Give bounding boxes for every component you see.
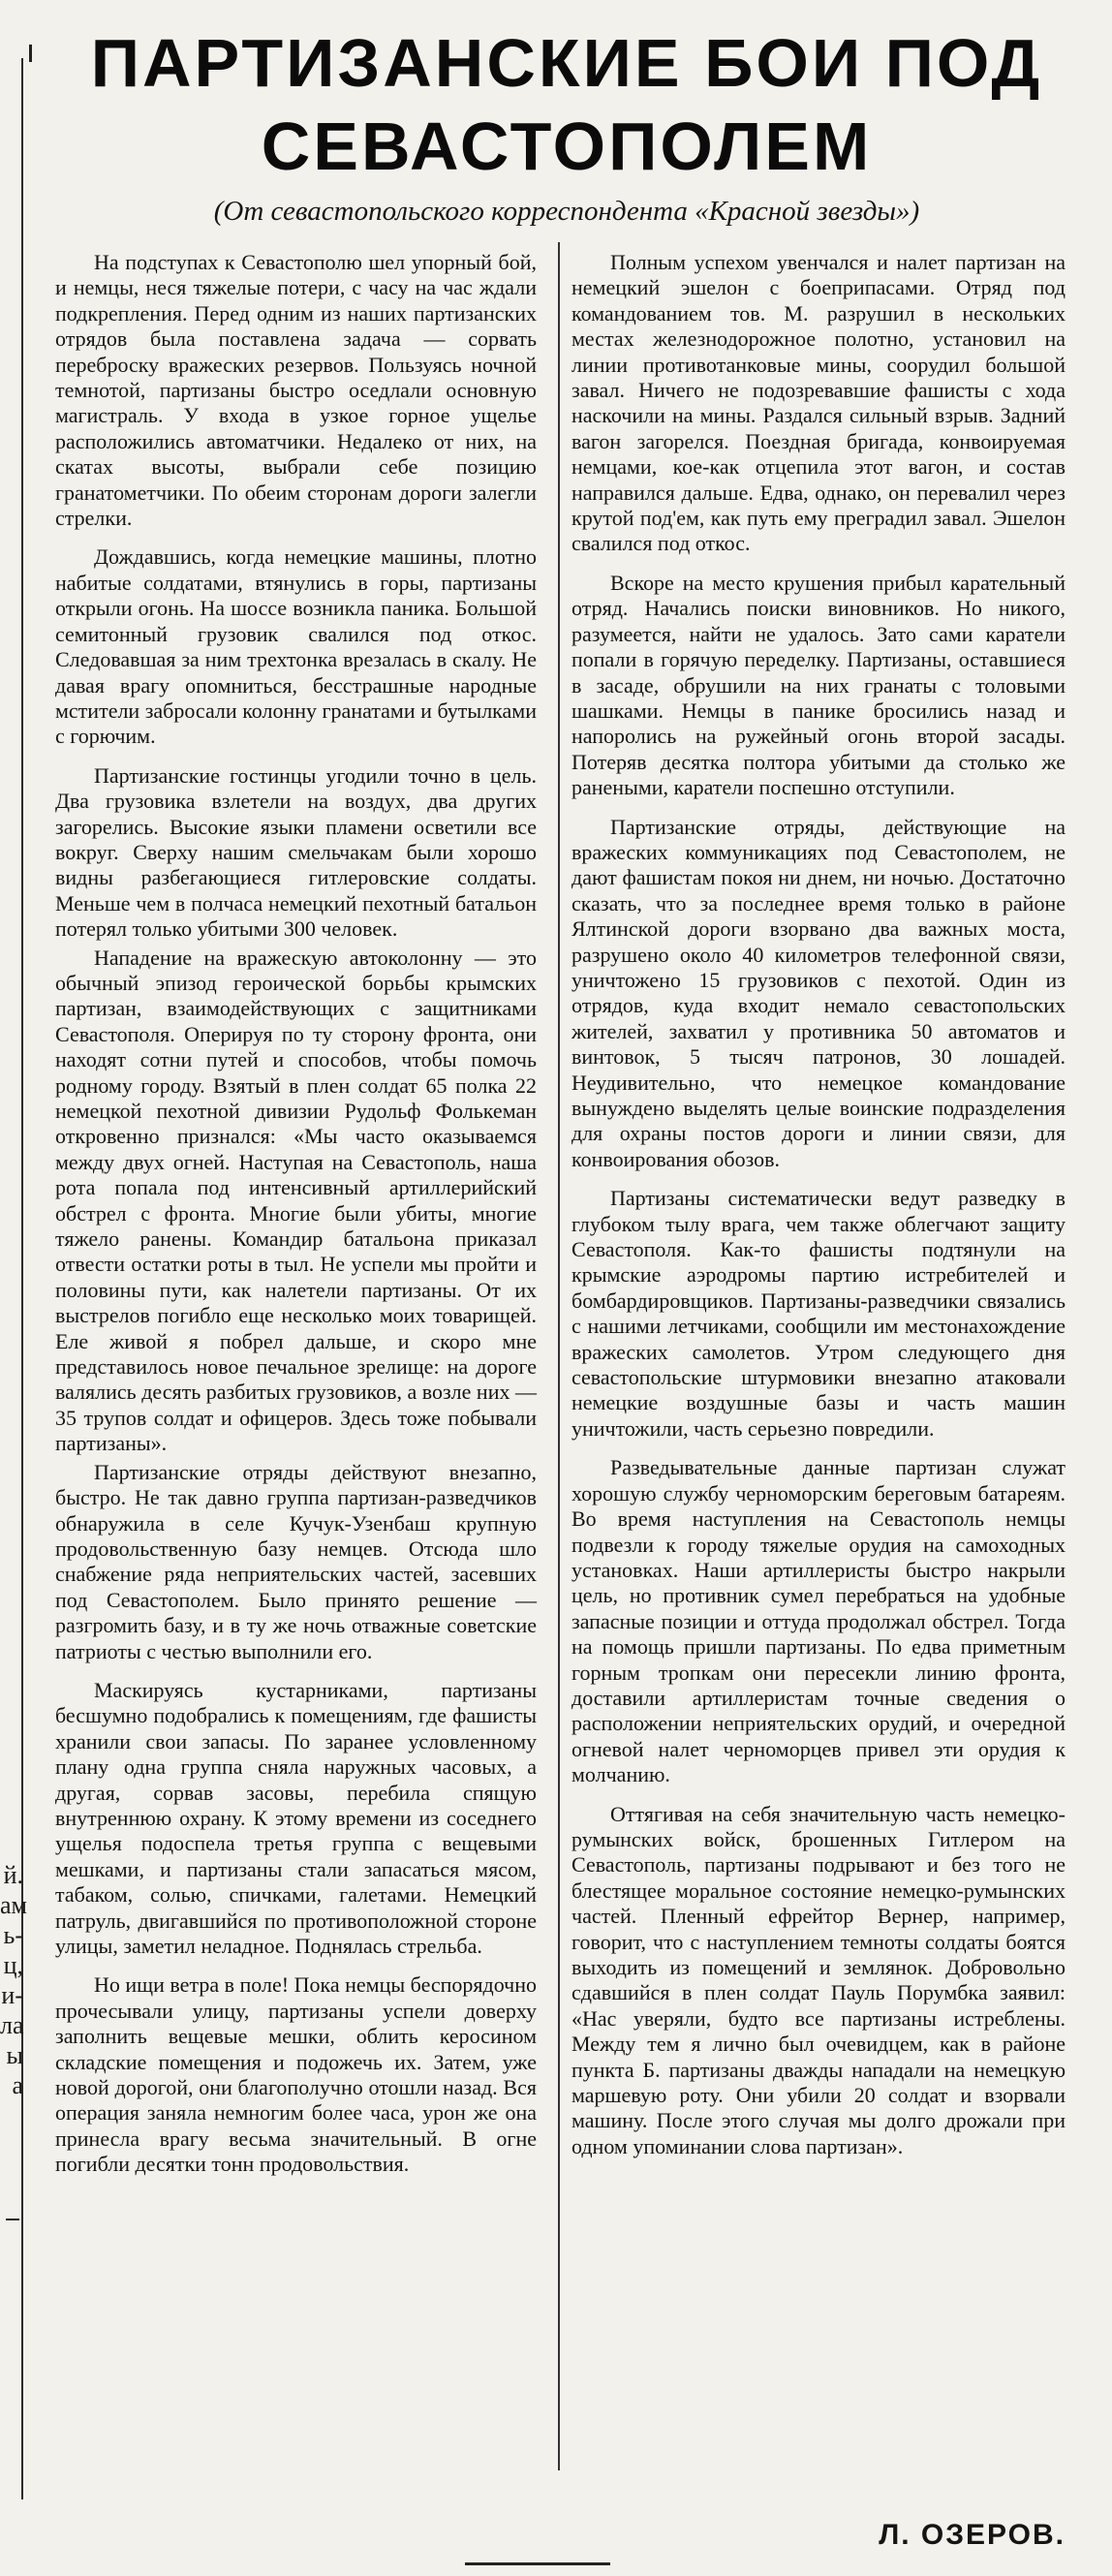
column-divider	[558, 242, 560, 2470]
paragraph: Партизанские отряды, действующие на вражеских коммуникациях под Севастополем, не дают фашистам покоя ни днем, ни ночью. Достаточно сказать, что за последнее время только в районе Ялтинской дороги взорвано два важных моста, разрушено около 40 километров телефонной связи, уничтожено 15 грузовиков с пехотой. Один из отрядов, куда входит немало севастопольских жителей, захватил у противника 50 автоматов и винтовок, 5 тысяч патронов, 30 лошадей. Неудивительно, что немецкое командование вынуждено выделять целые воинские подразделения для охраны постов дороги и линии связи, для конвоирования обозов.	[571, 814, 1066, 1171]
article-byline: (От севастопольского корреспондента «Красной звезды»)	[213, 196, 920, 227]
paragraph: Партизанские гостинцы угодили точно в цель. Два грузовика взлетели на воздух, два других загорелись. Высокие языки пламени осветили все вокруг. Сверху нашим смельчакам были хорошо видны разбегающиеся гитлеровские солдаты. Меньше чем в полчаса немецкий пехотный батальон потерял только убитыми 300 человек.	[55, 762, 537, 942]
paragraph: Дождавшись, когда немецкие машины, плотно набитые солдатами, втянулись в горы, партизаны открыли огонь. На шоссе возникла паника. Большой семитонный грузовик свалился под откос. Следовавшая за ним трехтонка врезалась в скалу. Не давая врагу опомниться, бесстрашные народные мстители забросали колонну гранатами и бутылками с горючим.	[55, 544, 537, 749]
left-margin-dash	[6, 2219, 19, 2220]
paragraph: Партизанские отряды действуют внезапно, быстро. Не так давно группа партизан-разведчиков обнаружила в селе Кучук-Узенбаш крупную продовольственную базу немцев. Отсюда шло снабжение ряда неприятельских частей, засевших под Севастополем. Было принято решение — разгромить базу, и в ту же ночь отважные советские патриоты с честью выполнили его.	[55, 1459, 537, 1663]
fragment-line: ам	[0, 1891, 27, 1919]
article-headline	[68, 21, 1066, 188]
fragment-line: ла	[0, 2011, 24, 2039]
author-signature: Л. ОЗЕРОВ.	[879, 2519, 1066, 2551]
paragraph: Разведывательные данные партизан служат хорошую службу черноморским береговым батареям. Во время наступления на Севастополь немцы подвезли к городу тяжелые орудия на самоходных установках. Наши артиллеристы быстро накрыли цель, но противник сумел перебраться на удобные запасные позиции и оттуда продолжал обстрел. Тогда на помощь пришли партизаны. По едва приметным горным тропкам они пересекли линию фронта, доставили артиллеристам точные сведения о расположении неприятельских орудий, и очередной огневой налет черноморцев привел эти орудия к молчанию.	[571, 1455, 1066, 1787]
paragraph: Маскируясь кустарниками, партизаны бесшумно подобрались к помещениям, где фашисты хранили свои запасы. По заранее условленному плану одна группа сняла наружных часовых, а другая, сорвав засовы, перебила спящую внутреннюю охрану. К этому времени из соседнего ущелья подоспела третья группа с вещевыми мешками, и партизаны стали запасаться мясом, табаком, солью, спичками, галетами. Немецкий патруль, двигавшийся по противоположной стороне улицы, заметил неладное. Поднялась стрельба.	[55, 1677, 537, 1958]
fragment-line: ь-	[3, 1921, 23, 1949]
paragraph: Нападение на вражескую автоколонну — это обычный эпизод героической борьбы крымских партизан, взаимодействующих с защитниками Севастополя. Оперируя по ту сторону фронта, они находят сотни путей и способов, чтобы помочь родному городу. Взятый в плен солдат 65 полка 22 немецкой пехотной дивизии Рудольф Фолькеман откровенно признался: «Мы часто оказываемся между двух огней. Наступая на Севастополь, наша рота попала под интенсивный артиллерийский обстрел с фронта. Многие были убиты, многие тяжело ранены. Командир батальона приказал отвести остатки роты в тыл. Не успели мы пройти и половины пути, как налетели партизаны. От их выстрелов погибло еще несколько моих товарищей. Еле живой я побрел дальше, и скоро мне представилось новое печальное зрелище: на дороге валялись десять разбитых грузовиков, а возле них — 35 трупов солдат и офицеров. Здесь тоже побывали партизаны».	[55, 945, 537, 1456]
bottom-rule	[465, 2562, 610, 2565]
paragraph: Вскоре на место крушения прибыл карательный отряд. Начались поиски виновников. Но никого, разумеется, найти не удалось. Зато сами каратели попали в горячую переделку. Партизаны, оставшиеся в засаде, обрушили на них гранаты с толовыми шашками. Немцы в панике бросились назад и напоролись на ружейный огонь второй засады. Потеряв десятка полтора убитыми да столько же ранеными, каратели поспешно отступили.	[571, 570, 1066, 800]
headline-line-1: ПАРТИЗАНСКИЕ БОИ ПОД	[90, 25, 1043, 101]
headline-line-2: СЕВАСТОПОЛЕМ	[261, 109, 873, 184]
left-margin-tick	[29, 45, 32, 62]
paragraph: Но ищи ветра в поле! Пока немцы беспорядочно прочесывали улицу, партизаны успели доверху заполнить вещевые мешки, облить керосином складские помещения и подожечь их. Затем, уже новой дорогой, они благополучно отошли назад. Вся операция заняла немногим более часа, урон же она принесла врагу весьма значительный. В огне погибли десятки тонн продовольствия.	[55, 1972, 537, 2177]
fragment-line: а	[12, 2071, 23, 2099]
paragraph: На подступах к Севастополю шел упорный бой, и немцы, неся тяжелые потери, с часу на час ждали подкрепления. Перед одним из наших партизанских отрядов была поставлена задача — сорвать переброску вражеских резервов. Пользуясь ночной темнотой, партизаны быстро оседлали основную магистраль. У входа в узкое горное ущелье расположились автоматчики. Недалеко от них, на скатах высоты, выбрали себе позицию гранатометчики. По обеим сторонам дороги залегли стрелки.	[55, 250, 537, 531]
left-column-rule	[21, 58, 23, 2499]
fragment-line: и-	[1, 1981, 23, 2009]
right-text-column	[571, 250, 1066, 2173]
paragraph: Полным успехом увенчался и налет партизан на немецкий эшелон с боеприпасами. Отряд под командованием тов. М. разрушил в нескольких местах железнодорожное полотно, установил на линии противотанковые мины, соорудил большой завал. Ничего не подозревавшие фашисты с хода наскочили на мины. Раздался сильный взрыв. Задний вагон загорелся. Поездная бригада, конвоируемая немцами, кое-как отцепила этот вагон, и состав направился дальше. Едва, однако, он перевалил через крутой под'ем, как путь ему преградил завал. Эшелон свалился под откос.	[571, 250, 1066, 556]
fragment-line: ы	[6, 2041, 23, 2069]
left-text-column	[55, 250, 537, 2191]
fragment-line: ц,	[3, 1951, 23, 1979]
adjacent-article-fragment	[0, 1860, 27, 2100]
paragraph: Оттягивая на себя значительную часть немецко-румынских войск, брошенных Гитлером на Севастополь, партизаны подрывают и без того не блестящее моральное состояние немецко-румынских частей. Пленный ефрейтор Вернер, например, говорит, что с наступлением темноты солдаты боятся выходить из помещений и землянок. Добровольно сдавшийся в плен солдат Пауль Порумбка заявил: «Нас уверяли, будто все партизаны истреблены. Между тем я лично был очевидцем, как в районе пункта Б. партизаны дважды нападали на немецкую маршевую роту. Они убили 20 солдат и взорвали машину. После этого случая мы долго дрожали при одном упоминании слова партизан».	[571, 1801, 1066, 2158]
paragraph: Партизаны систематически ведут разведку в глубоком тылу врага, чем также облегчают защиту Севастополя. Как-то фашисты подтянули на крымские аэродромы партию истребителей и бомбардировщиков. Партизаны-разведчики связались с нашими летчиками, сообщили им местонахождение вражеских самолетов. Утром следующего дня севастопольские штурмовики внезапно атаковали немецкие воздушные базы и часть машин уничтожили, часть серьезно повредили.	[571, 1186, 1066, 1441]
fragment-line: й.	[3, 1861, 23, 1889]
